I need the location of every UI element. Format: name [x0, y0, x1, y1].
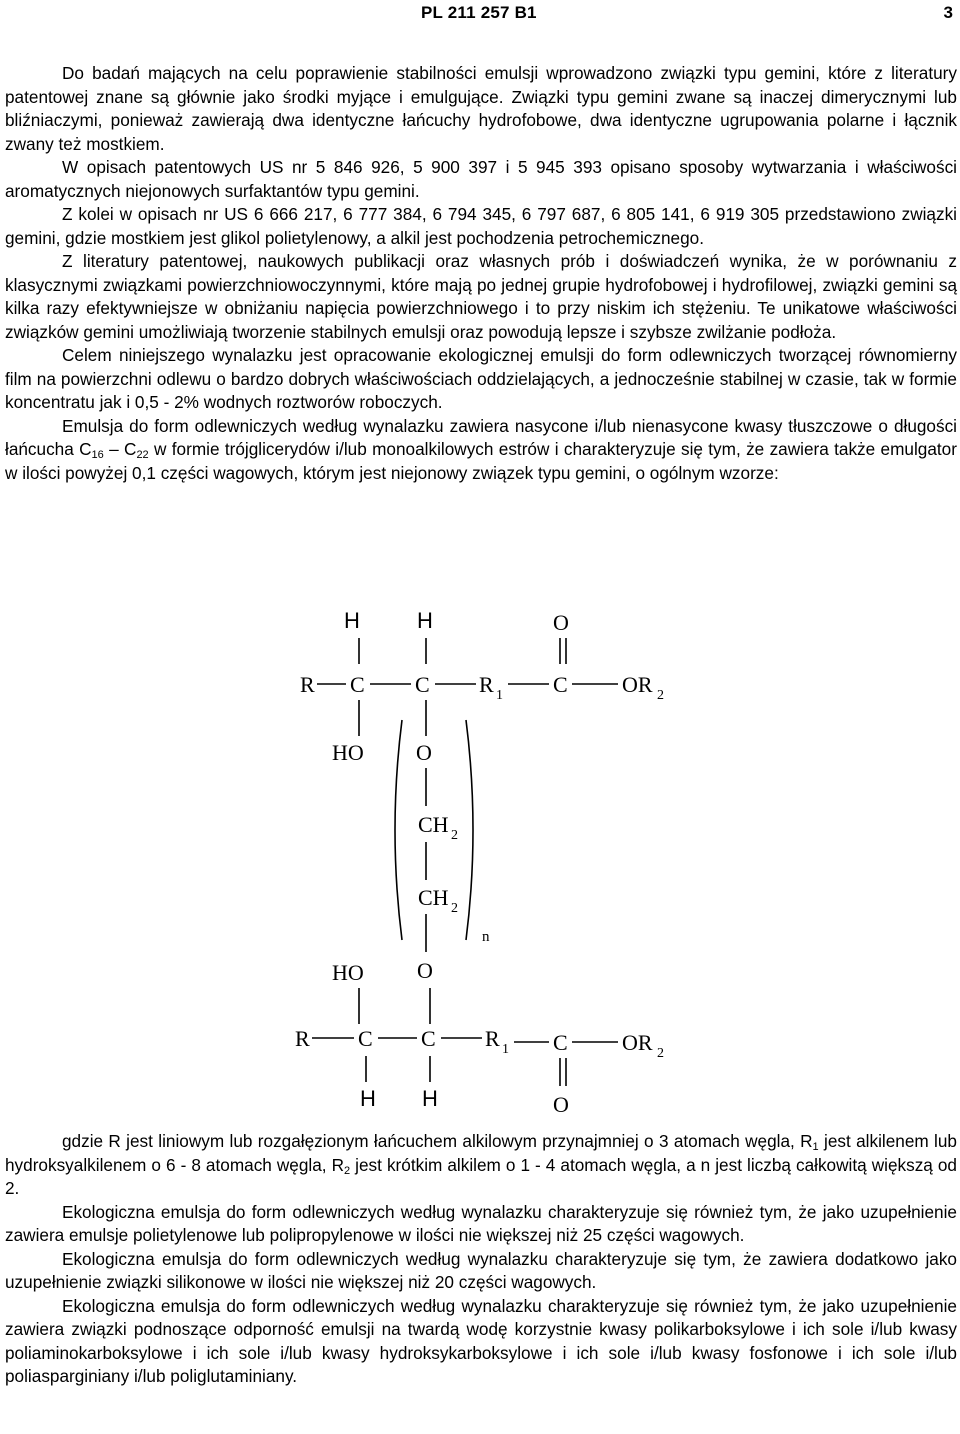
bottom-h-left: H — [360, 1086, 376, 1111]
paragraph-emulsion-composition — [5, 415, 957, 486]
bottom-h-right: H — [422, 1086, 438, 1111]
paragraph-hard-water-resistance: Ekologiczna emulsja do form odlewniczych według wynalazku charakteryzuje się również tym, że jako uzupełnienie zawiera związki podnoszące odporność emulsji na twardą wodę korzystnie kwasy polikarboksylowe i ich sole i/lub kwasy poliaminokarboksylowe i ich sole i/lub kwasy hydroksykarboksylowe i ich sole i/lub kwasy fosfonowe i ich sole i/lub poliasparginiany i/lub poliglutaminiany. — [5, 1295, 957, 1386]
top-or2: OR — [622, 672, 653, 697]
ch2-lower: CH — [418, 885, 449, 910]
top-carbonyl-o: O — [553, 610, 569, 635]
top-or2-sub: 2 — [657, 688, 664, 703]
top-h-right: H — [417, 608, 433, 633]
ch2-lower-sub: 2 — [451, 901, 458, 916]
bottom-r1: R — [485, 1026, 500, 1051]
repeat-bracket-right — [466, 720, 473, 940]
top-ether-o: O — [416, 740, 432, 765]
top-h-left: H — [344, 608, 360, 633]
composition-text-1: Emulsja do form odlewniczych według wynalazku zawiera nasycone i/lub nienasycone kwasy tłuszczowe o długości łańcucha C — [5, 415, 957, 459]
top-c2: C — [415, 672, 430, 697]
paragraph-us-patents-glycol: Z kolei w opisach nr US 6 666 217, 6 777 384, 6 794 345, 6 797 687, 6 805 141, 6 919 305 przedstawiono związki gemini, gdzie mostkiem jest glikol polietylenowy, a alkil jest pochodzenia petrochemicznego. — [5, 204, 957, 248]
ch2-upper-sub: 2 — [451, 828, 458, 843]
c16-subscript: 16 — [91, 449, 104, 461]
composition-dash: – C — [103, 439, 137, 459]
paragraph-us-patents-aromatic: W opisach patentowych US nr 5 846 926, 5 900 397 i 5 945 393 opisano sposoby wytwarzania i właściwości aromatycznych niejonowych surfaktantów typu gemini. — [5, 157, 957, 201]
bottom-c3: C — [553, 1030, 568, 1055]
top-ho: HO — [332, 740, 364, 765]
gemini-structural-formula — [284, 600, 684, 1120]
repeat-n: n — [482, 929, 490, 945]
bottom-or2: OR — [622, 1030, 653, 1055]
ch2-upper: CH — [418, 812, 449, 837]
r2-subscript: 2 — [344, 1164, 351, 1177]
bottom-ho: HO — [332, 960, 364, 985]
bottom-c1: C — [358, 1026, 373, 1051]
paragraph-invention-goal: Celem niniejszego wynalazku jest opracowanie ekologicznej emulsji do form odlewniczych tworzącej równomierny film na powierzchni odlewu o bardzo dobrych właściwościach oddzielających, a jednocześnie stabilnej w czasie, tak w formie koncentratu jak i 0,5 - 2% wodnych roztworów roboczych. — [5, 345, 957, 412]
c22-subscript: 22 — [136, 449, 149, 461]
top-r: R — [300, 672, 315, 697]
paragraph-literature-efficiency: Z literatury patentowej, naukowych publikacji oraz własnych prób i doświadczeń wynika, że w porównaniu z klasycznymi związkami powierzchniowoczynnymi, które mają po jednej grupie hydrofobowej i hydrofilowej, związki gemini są kilka razy efektywniejsze w obniżaniu napięcia powierzchniowego i to przy niskim ich stężeniu. Te unikatowe właściwości związków gemini umożliwiają tworzenie stabilnych emulsji oraz powodują lepsze i szybsze zwilżanie podłoża. — [5, 251, 957, 342]
page-number: 3 — [943, 3, 953, 22]
patent-number-header: PL 211 257 B1 — [421, 3, 537, 22]
r1-subscript: 1 — [812, 1141, 819, 1153]
bottom-ether-o: O — [417, 958, 433, 983]
formula-svg — [284, 600, 684, 1120]
bottom-or2-sub: 2 — [657, 1046, 664, 1061]
formula-bonds — [312, 638, 618, 1086]
top-r1: R — [479, 672, 494, 697]
paragraph-intro: Do badań mających na celu poprawienie stabilności emulsji wprowadzono związki typu gemini, które z literatury patentowej znane są głównie jako środki myjące i emulgujące. Związki typu gemini zwane są inaczej dimerycznymi lub bliźniaczymi, ponieważ zawierają dwa identyczne łańcuchy hydrofobowe, dwa identyczne ugrupowania polarne i łącznik zwany też mostkiem. — [5, 63, 957, 154]
description-top — [5, 62, 957, 485]
composition-text-2: w formie trójglicerydów i/lub monoalkilowych estrów i charakteryzuje się tym, że zawiera także emulgator w ilości powyżej 0,1 części wagowych, którym jest niejonowy związek typu gemini, o ogólnym wzorze: — [5, 439, 957, 483]
description-bottom — [5, 1130, 957, 1389]
top-c1: C — [350, 672, 365, 697]
bottom-r: R — [295, 1026, 310, 1051]
definitions-text-1: gdzie R jest liniowym lub rozgałęzionym łańcuchem alkilowym przynajmniej o 3 atomach węgla, R — [62, 1131, 813, 1151]
paragraph-silicone-compounds: Ekologiczna emulsja do form odlewniczych według wynalazku charakteryzuje się tym, że zawiera dodatkowo jako uzupełnienie związki silikonowe w ilości nie większej niż 20 części wagowych. — [5, 1248, 957, 1292]
top-c3: C — [553, 672, 568, 697]
bottom-carbonyl-o: O — [553, 1092, 569, 1117]
top-r1-sub: 1 — [496, 688, 503, 703]
paragraph-polyethylene-emulsions: Ekologiczna emulsja do form odlewniczych według wynalazku charakteryzuje się również tym, że jako uzupełnienie zawiera emulsje polietylenowe lub polipropylenowe w ilości nie większej niż 25 części wagowych. — [5, 1201, 957, 1245]
paragraph-formula-definitions — [5, 1130, 957, 1201]
definitions-text-3: jest krótkim alkilem o 1 - 4 atomach węgla, a n jest liczbą całkowitą większą od 2. — [5, 1154, 957, 1198]
definitions-text-2: jest alkilenem lub hydroksyalkilenem o 6 - 8 atomach węgla, R — [5, 1131, 957, 1175]
bottom-r1-sub: 1 — [502, 1042, 509, 1057]
repeat-bracket-left — [395, 720, 402, 940]
bottom-c2: C — [421, 1026, 436, 1051]
